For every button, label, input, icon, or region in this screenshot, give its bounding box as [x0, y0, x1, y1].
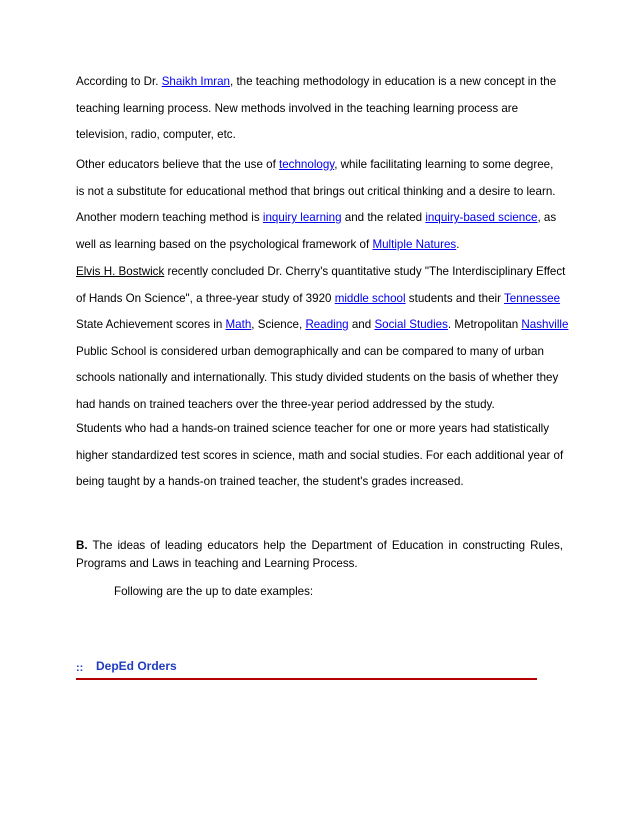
- paragraph-line: television, radio, computer, etc.: [76, 128, 236, 141]
- paragraph-line: [76, 259, 566, 286]
- text-run: Another modern teaching method is: [76, 211, 263, 224]
- link-multiple-natures[interactable]: Multiple Natures: [372, 237, 457, 251]
- text-run: State Achievement scores in: [76, 318, 226, 331]
- link-shaikh-imran[interactable]: Shaikh Imran: [161, 75, 231, 88]
- text-run: of Hands On Science", a three-year study of 3920: [76, 291, 335, 305]
- text-run: and the related: [341, 211, 426, 224]
- bullet-icon: ::: [76, 662, 84, 674]
- paragraph-1: [76, 69, 566, 149]
- paragraph-line: is not a substitute for educational method that brings out critical thinking and a desire to learn.: [76, 184, 556, 198]
- paragraph-line: had hands on trained teachers over the three-year period addressed by the study.: [76, 397, 495, 411]
- text-run: Other educators believe that the use of: [76, 158, 280, 171]
- text-run: , the teaching methodology in education is a new concept in the: [230, 75, 557, 88]
- link-reading[interactable]: Reading: [305, 318, 349, 331]
- link-nashville[interactable]: Nashville: [521, 318, 569, 331]
- section-b-paragraph: [76, 537, 563, 573]
- section-b-text: The ideas of leading educators help the Department of Education in constructing Rules, Programs and Laws in teaching and Learning Process.: [76, 539, 563, 570]
- link-social-studies[interactable]: Social Studies: [374, 318, 448, 331]
- text-run: , Science,: [251, 318, 306, 331]
- section-label: B.: [76, 539, 88, 552]
- link-technology[interactable]: technology: [279, 158, 335, 171]
- text-run: students and their: [405, 291, 504, 305]
- link-inquiry-based-science[interactable]: inquiry-based science: [425, 211, 538, 224]
- text-run: well as learning based on the psychological framework of: [76, 237, 373, 251]
- paragraph-line: being taught by a hands-on trained teacher, the student's grades increased.: [76, 475, 464, 488]
- paragraph-3: [76, 259, 569, 418]
- link-math[interactable]: Math: [225, 318, 252, 331]
- text-run: , while facilitating learning to some degree,: [334, 158, 554, 171]
- paragraph-line: Students who had a hands-on trained science teacher for one or more years had statistically: [76, 422, 550, 435]
- deped-orders-heading: [76, 658, 537, 680]
- author-name: Elvis H. Bostwick: [76, 265, 165, 278]
- paragraph-line: Public School is considered urban demographically and can be compared to many of urban: [76, 344, 544, 358]
- paragraph-line: [76, 205, 566, 232]
- text-run: .: [456, 237, 460, 251]
- paragraph-line: [76, 312, 569, 339]
- text-run: . Metropolitan: [447, 318, 522, 331]
- text-run: , as: [537, 211, 557, 224]
- paragraph-line: [76, 232, 566, 259]
- paragraph-line: higher standardized test scores in science, math and social studies. For each additional year of: [76, 448, 564, 462]
- deped-orders-title: DepEd Orders: [96, 659, 177, 673]
- paragraph-line: teaching learning process. New methods involved in the teaching learning process are: [76, 101, 519, 115]
- paragraph-line: [76, 69, 566, 96]
- link-middle-school[interactable]: middle school: [334, 291, 406, 305]
- link-tennessee[interactable]: Tennessee: [503, 291, 561, 305]
- text-run: According to Dr.: [76, 75, 162, 88]
- link-inquiry-learning[interactable]: inquiry learning: [262, 211, 342, 224]
- paragraph-2: [76, 152, 566, 258]
- text-run: recently concluded Dr. Cherry's quantitative study "The Interdisciplinary Effect: [164, 265, 566, 278]
- paragraph-4: [76, 416, 566, 496]
- paragraph-line: [76, 286, 566, 313]
- text-run: and: [348, 318, 375, 331]
- following-examples-line: Following are the up to date examples:: [114, 585, 314, 598]
- paragraph-line: schools nationally and internationally. This study divided students on the basis of whether they: [76, 371, 559, 384]
- paragraph-line: [76, 152, 566, 179]
